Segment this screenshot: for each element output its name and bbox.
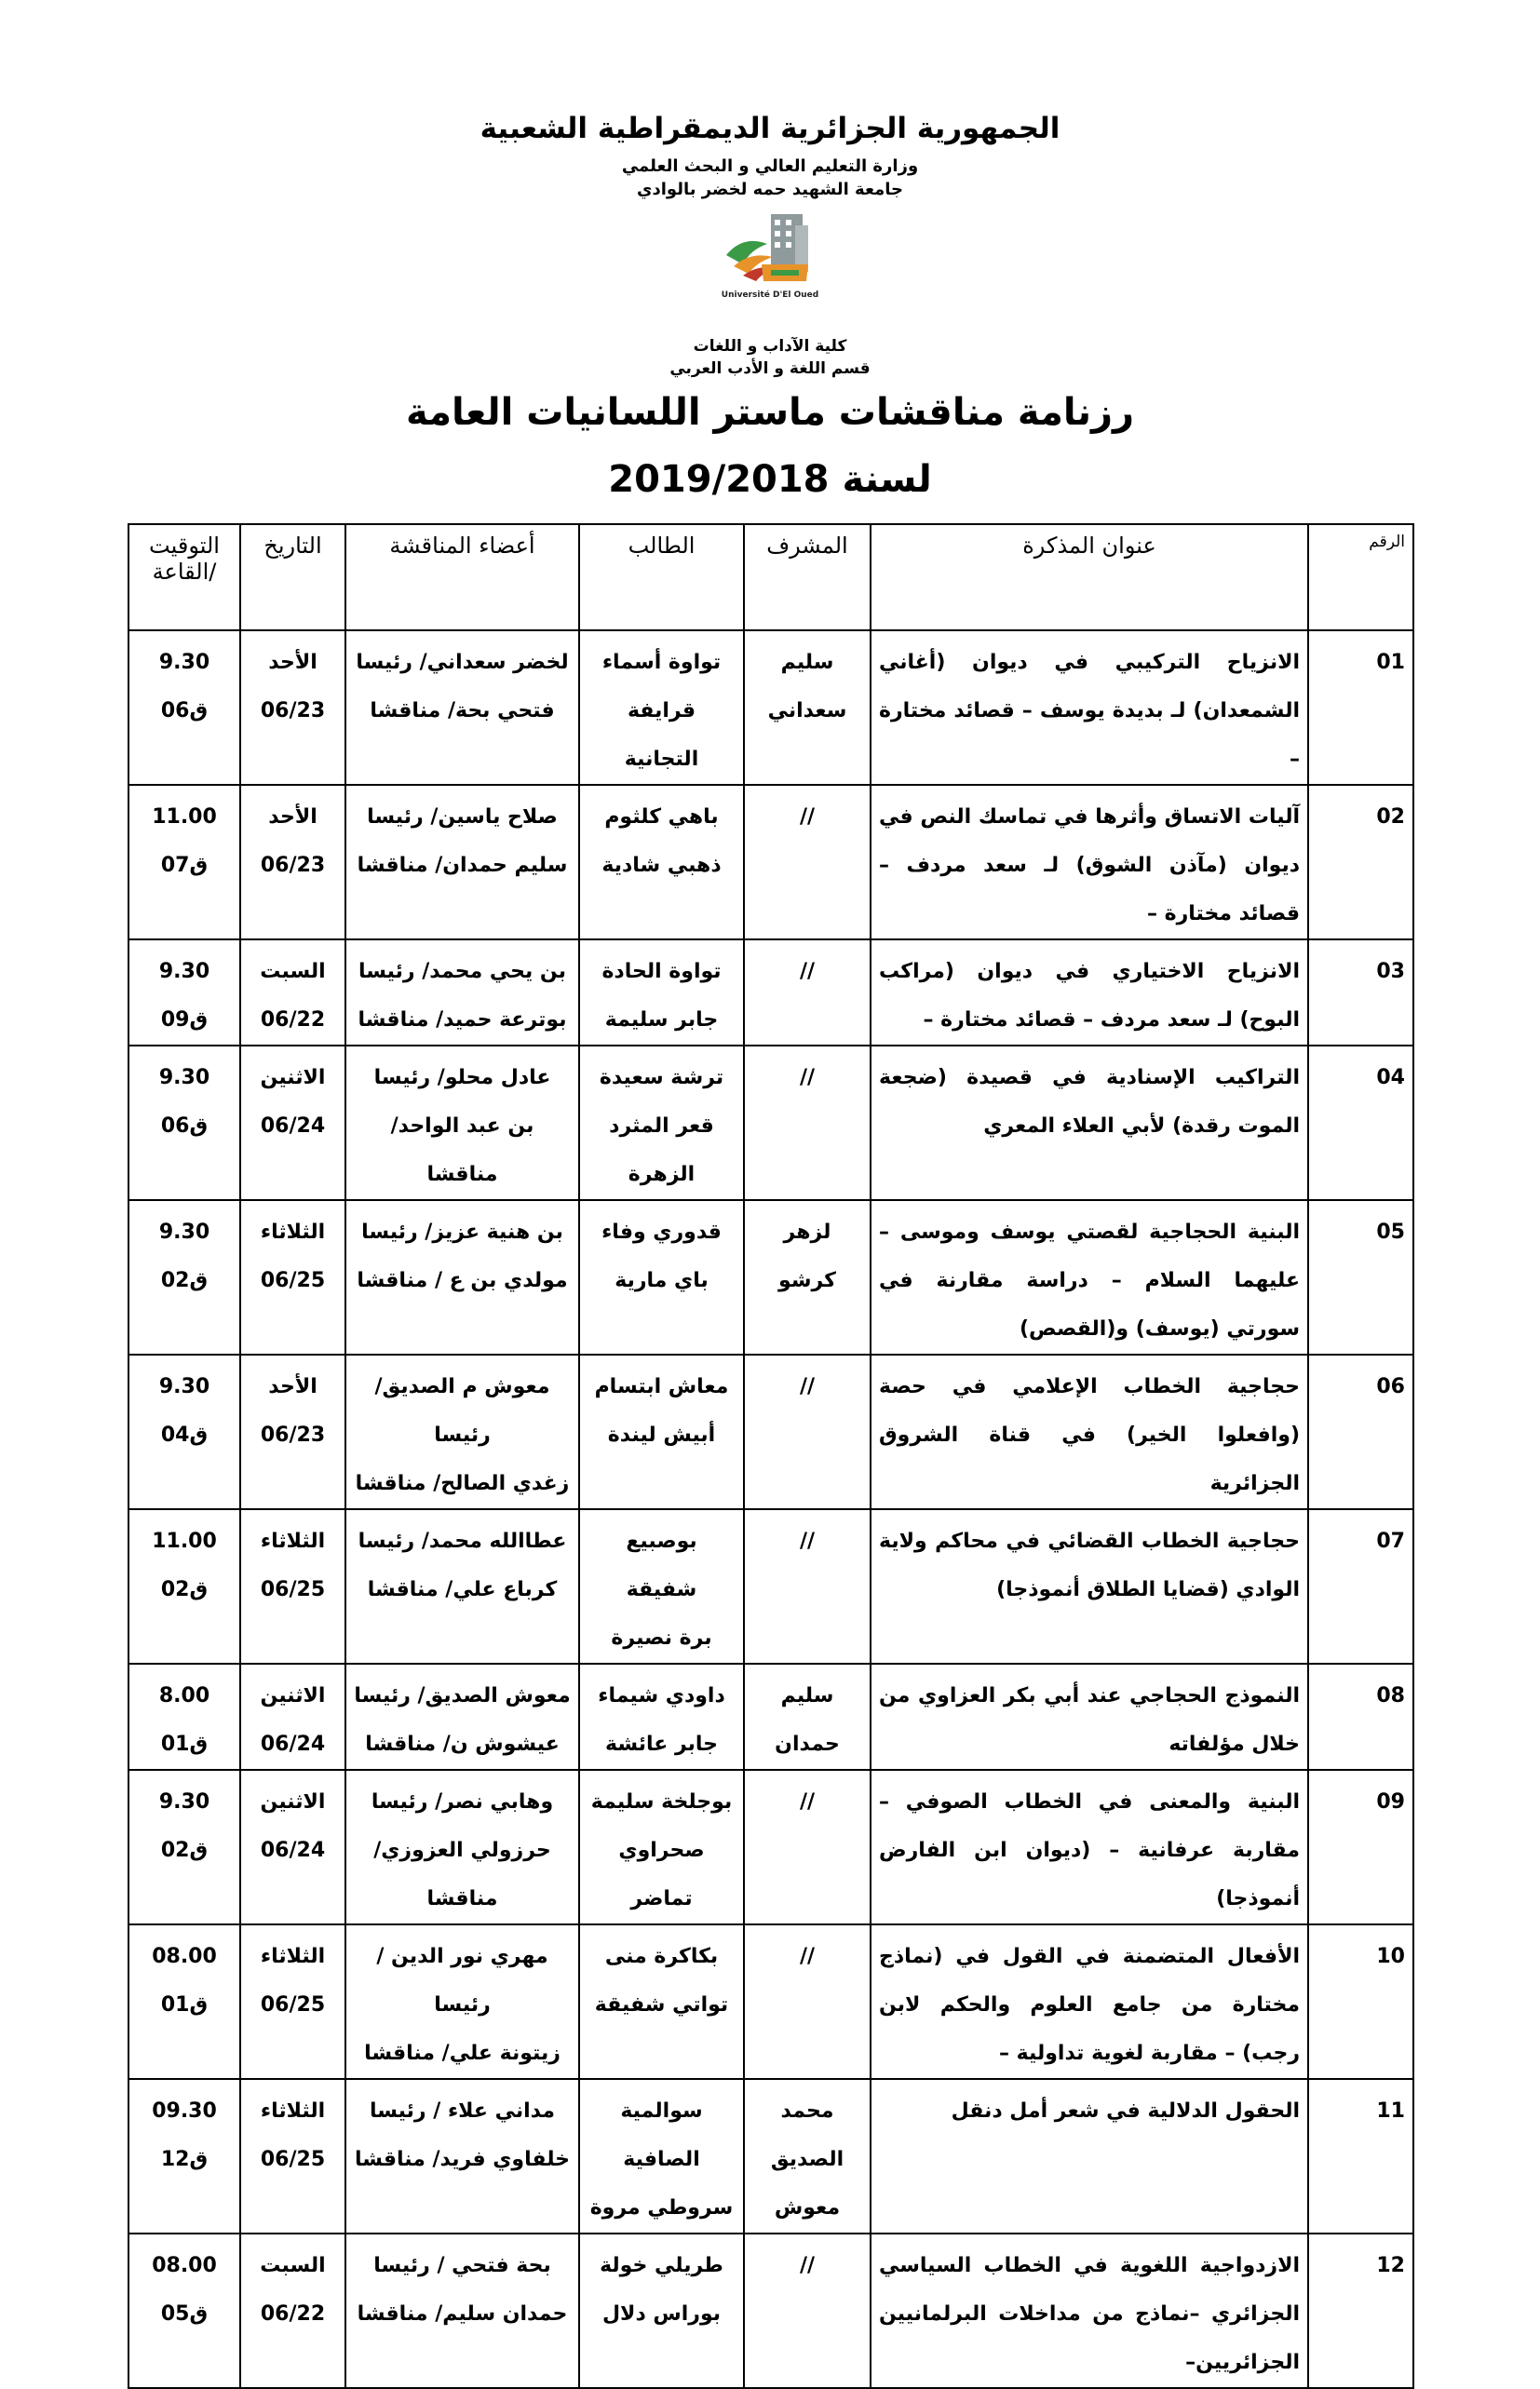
row-thesis-title (871, 1046, 1308, 1200)
row-day: الاثنين (260, 1066, 326, 1089)
row-supervisor-1: // (799, 1945, 816, 1968)
table-row (128, 1200, 1413, 1355)
row-number (1308, 785, 1413, 939)
row-time-room (128, 1664, 240, 1770)
row-date: 06/25 (260, 1578, 326, 1601)
row-thesis-title (871, 630, 1308, 785)
row-student-1: بوجلخة سليمة (590, 1790, 733, 1814)
row-room: ق02 (160, 1578, 209, 1601)
ministry-name: وزارة التعليم العالي و البحث العلمي (621, 156, 919, 176)
row-date: 06/23 (260, 1424, 326, 1447)
header-number: الرقم (1308, 524, 1413, 630)
table-row (128, 1770, 1413, 1924)
row-room: ق06 (160, 1114, 209, 1138)
row-date: 06/22 (260, 1008, 326, 1032)
header-date: التاريخ (240, 524, 345, 630)
row-day: الأحد (268, 805, 317, 829)
table-row (128, 939, 1413, 1046)
row-student (579, 1770, 744, 1924)
row-date (240, 1355, 345, 1509)
row-number (1308, 1200, 1413, 1355)
row-number: 05 (1376, 1221, 1405, 1244)
row-student-1: تواوة أسماء (601, 651, 722, 674)
row-student-1: طريلي خولة (600, 2254, 723, 2277)
row-committee-1: مهري نور الدين / رئيسا (376, 1945, 548, 2017)
row-room: ق12 (160, 2148, 209, 2171)
row-supervisor (744, 1664, 871, 1770)
row-supervisor-1: // (799, 1375, 816, 1398)
row-committee (345, 2234, 579, 2388)
row-committee-1: مداني علاء / رئيسا (370, 2099, 555, 2123)
row-committee (345, 785, 579, 939)
row-committee (345, 630, 579, 785)
academic-year: لسنة 2019/2018 (608, 458, 932, 501)
row-student-1: باهي كلثوم (604, 805, 719, 829)
row-supervisor (744, 2234, 871, 2388)
row-number: 12 (1376, 2254, 1405, 2277)
row-number: 10 (1376, 1945, 1405, 1968)
row-day: الثلاثاء (260, 1530, 326, 1553)
row-student-2: جابر عائشة (605, 1733, 718, 1756)
header-thesis-title: عنوان المذكرة (871, 524, 1308, 630)
table-row (128, 1664, 1413, 1770)
row-committee-1: بحة فتحي / رئيسا (373, 2254, 551, 2277)
university-name: جامعة الشهيد حمه لخضر بالوادي (637, 180, 903, 199)
row-day: الثلاثاء (260, 2099, 326, 2123)
row-time: 11.00 (152, 805, 217, 829)
row-committee-1: معوش م الصديق/ رئيسا (374, 1375, 550, 1447)
row-thesis-title (871, 1664, 1308, 1770)
row-date: 06/24 (260, 1733, 326, 1756)
row-date (240, 2234, 345, 2388)
row-day: الاثنين (260, 1790, 326, 1814)
row-time-room (128, 1355, 240, 1509)
row-student-2: تواتي شفيقة (594, 1993, 729, 2017)
row-date: 06/23 (260, 699, 326, 722)
row-title: حجاجية الخطاب القضائي في محاكم ولاية الوادي (قضايا الطلاق أنموذجا) (879, 1530, 1300, 1601)
row-committee (345, 1664, 579, 1770)
row-supervisor (744, 630, 871, 785)
row-number (1308, 2079, 1413, 2234)
row-date: 06/25 (260, 1269, 326, 1292)
row-supervisor-1: // (799, 960, 816, 983)
row-thesis-title (871, 1200, 1308, 1355)
row-committee-2: سليم حمدان/ مناقشا (357, 854, 568, 877)
row-room: ق06 (160, 699, 209, 722)
table-row (128, 2234, 1413, 2388)
row-committee-2: بن عبد الواحد/ مناقشا (390, 1114, 534, 1186)
row-supervisor (744, 1355, 871, 1509)
row-date (240, 630, 345, 785)
row-committee (345, 1200, 579, 1355)
row-thesis-title (871, 1770, 1308, 1924)
row-time-room (128, 2234, 240, 2388)
row-student (579, 2234, 744, 2388)
row-title: التراكيب الإسنادية في قصيدة (ضجعة الموت رقدة) لأبي العلاء المعري (879, 1066, 1300, 1138)
row-committee-2: عيشوش ن/ مناقشا (365, 1733, 560, 1756)
row-date: 06/23 (260, 854, 326, 877)
row-committee (345, 1770, 579, 1924)
row-committee (345, 939, 579, 1046)
row-thesis-title (871, 939, 1308, 1046)
row-supervisor-1: سليم حمدان (775, 1684, 840, 1756)
row-time: 11.00 (152, 1530, 217, 1553)
row-date: 06/25 (260, 1993, 326, 2017)
row-number: 08 (1376, 1684, 1405, 1707)
row-date (240, 1924, 345, 2079)
row-committee-2: مولدي بن ع / مناقشا (357, 1269, 568, 1292)
row-student-2: قعر المثرد الزهرة (609, 1114, 714, 1186)
row-room: ق04 (160, 1424, 209, 1447)
row-time-room (128, 1200, 240, 1355)
row-title: حجاجية الخطاب الإعلامي في حصة (وافعلوا الخير) في قناة الشروق الجزائرية (879, 1375, 1300, 1495)
row-room: ق07 (160, 854, 209, 877)
row-date (240, 1664, 345, 1770)
row-number: 04 (1376, 1066, 1405, 1089)
row-number (1308, 1770, 1413, 1924)
table-row (128, 2079, 1413, 2234)
row-supervisor-2: سعداني (767, 699, 847, 722)
row-supervisor (744, 1770, 871, 1924)
row-thesis-title (871, 1509, 1308, 1664)
row-committee-1: معوش الصديق/ رئيسا (354, 1684, 571, 1707)
row-number: 02 (1376, 805, 1405, 829)
row-time: 9.30 (158, 1221, 210, 1244)
row-supervisor-1: // (799, 1790, 816, 1814)
row-supervisor (744, 1509, 871, 1664)
row-day: الثلاثاء (260, 1221, 326, 1244)
row-thesis-title (871, 785, 1308, 939)
row-date (240, 785, 345, 939)
row-student-1: معاش ابتسام (594, 1375, 729, 1398)
row-supervisor-1: // (799, 1530, 816, 1553)
row-number: 01 (1376, 651, 1405, 674)
row-supervisor-1: لزهر كرشو (778, 1221, 836, 1292)
logo-emblem-icon (706, 207, 834, 290)
table-row (128, 1924, 1413, 2079)
header-committee: أعضاء المناقشة (345, 524, 579, 630)
row-committee-2: كرباع علي/ مناقشا (367, 1578, 558, 1601)
row-time-room (128, 630, 240, 785)
row-number: 06 (1376, 1375, 1405, 1398)
table-row (128, 1509, 1413, 1664)
row-committee-1: عادل محلو/ رئيسا (373, 1066, 551, 1089)
row-student-2: برة نصيرة (611, 1626, 712, 1650)
row-title: الانزياح الاختياري في ديوان (مراكب البوح) لـ سعد مردف – قصائد مختارة – (879, 960, 1300, 1032)
row-supervisor-1: // (799, 805, 816, 829)
row-student-2: جابر سليمة (604, 1008, 719, 1032)
row-time: 8.00 (158, 1684, 210, 1707)
row-committee-1: بن يحي محمد/ رئيسا (358, 960, 566, 983)
header-room: /القاعة (152, 559, 217, 585)
row-day: الثلاثاء (260, 1945, 326, 1968)
row-time-room (128, 1924, 240, 2079)
row-number: 11 (1376, 2099, 1405, 2123)
row-time-room (128, 2079, 240, 2234)
logo-caption: Université D'El Oued (721, 290, 819, 300)
faculty-name: كلية الآداب و اللغات (693, 337, 847, 356)
row-room: ق01 (160, 1733, 209, 1756)
row-time: 08.00 (152, 1945, 217, 1968)
row-committee-2: حمدان سليم/ مناقشا (357, 2302, 568, 2326)
row-thesis-title (871, 2234, 1308, 2388)
row-date (240, 1200, 345, 1355)
row-time: 9.30 (158, 651, 210, 674)
table-row (128, 1355, 1413, 1509)
row-room: ق02 (160, 1839, 209, 1862)
row-date (240, 1770, 345, 1924)
row-student (579, 939, 744, 1046)
row-student-1: تواوة الحادة (601, 960, 722, 983)
header-time-room (128, 524, 240, 630)
row-number: 09 (1376, 1790, 1405, 1814)
row-committee-2: زيتونة علي/ مناقشا (364, 2042, 561, 2065)
row-supervisor-1: // (799, 1066, 816, 1089)
row-number (1308, 1924, 1413, 2079)
row-committee (345, 1509, 579, 1664)
row-student-2: أبيش ليندة (607, 1424, 716, 1447)
row-title: الازدواجية اللغوية في الخطاب السياسي الجزائري –نماذج من مداخلات البرلمانيين الجزائريين– (879, 2254, 1300, 2374)
row-number (1308, 630, 1413, 785)
row-time-room (128, 785, 240, 939)
row-committee-1: صلاح ياسين/ رئيسا (367, 805, 558, 829)
row-thesis-title (871, 2079, 1308, 2234)
table-header-row (128, 524, 1413, 630)
document-title: رزنامة مناقشات ماستر اللسانيات العامة (405, 391, 1135, 434)
row-student-1: بوصبيع شفيقة (626, 1530, 697, 1601)
row-title: آليات الاتساق وأثرها في تماسك النص في ديوان (مآذن الشوق) لـ سعد مردف – قصائد مختارة – (879, 805, 1300, 925)
row-day: السبت (260, 960, 326, 983)
row-supervisor (744, 1046, 871, 1200)
row-student (579, 1509, 744, 1664)
row-date: 06/22 (260, 2302, 326, 2326)
row-student (579, 1355, 744, 1509)
row-day: الأحد (268, 651, 317, 674)
row-committee (345, 1924, 579, 2079)
row-room: ق05 (160, 2302, 209, 2326)
row-supervisor (744, 1200, 871, 1355)
row-supervisor (744, 1924, 871, 2079)
row-student (579, 1200, 744, 1355)
university-logo (706, 207, 834, 300)
row-date (240, 2079, 345, 2234)
row-supervisor-1: سليم (780, 651, 834, 674)
row-student (579, 1046, 744, 1200)
row-time-room (128, 1770, 240, 1924)
row-student (579, 1924, 744, 2079)
row-student-1: بكاكرة منى (604, 1945, 719, 1968)
row-room: ق01 (160, 1993, 209, 2017)
row-thesis-title (871, 1924, 1308, 2079)
row-time-room (128, 1046, 240, 1200)
row-supervisor (744, 939, 871, 1046)
row-time: 09.30 (152, 2099, 217, 2123)
row-title: الأفعال المتضمنة في القول في (نماذج مختارة من جامع العلوم والحكم لابن رجب) – مقاربة لغوية تداولية – (879, 1945, 1300, 2065)
row-supervisor-2: الصديق (770, 2148, 844, 2171)
row-committee-2: فتحي بحة/ مناقشا (370, 699, 555, 722)
table-row (128, 630, 1413, 785)
row-committee (345, 2079, 579, 2234)
row-student-2: بوراس دلال (601, 2302, 722, 2326)
row-date: 06/24 (260, 1114, 326, 1138)
row-number (1308, 1355, 1413, 1509)
row-number (1308, 939, 1413, 1046)
row-committee (345, 1355, 579, 1509)
row-supervisor (744, 785, 871, 939)
row-time: 9.30 (158, 1790, 210, 1814)
row-time: 9.30 (158, 960, 210, 983)
table-row (128, 1046, 1413, 1200)
department-name: قسم اللغة و الأدب العربي (669, 359, 871, 378)
row-room: ق02 (160, 1269, 209, 1292)
row-date: 06/25 (260, 2148, 326, 2171)
row-committee-1: وهابي نصر/ رئيسا (371, 1790, 554, 1814)
header-student: الطالب (579, 524, 744, 630)
row-committee-2: زغدي الصالح/ مناقشا (355, 1472, 570, 1495)
header-supervisor: المشرف (744, 524, 871, 630)
row-student (579, 2079, 744, 2234)
row-student (579, 1664, 744, 1770)
row-student-2: ذهبي شادية (601, 854, 722, 877)
row-time-room (128, 1509, 240, 1664)
row-student (579, 630, 744, 785)
row-date (240, 1509, 345, 1664)
row-student-2: سروطي مروة (589, 2196, 734, 2220)
row-number: 07 (1376, 1530, 1405, 1553)
row-supervisor-1: محمد (780, 2099, 834, 2123)
row-student-2: قرايفة التجانية (624, 699, 699, 771)
row-student-1: سوالمية الصافية (620, 2099, 703, 2171)
row-student-2: صحراوي تماضر (618, 1839, 705, 1910)
row-time: 9.30 (158, 1375, 210, 1398)
row-committee-1: بن هنية عزيز/ رئيسا (361, 1221, 563, 1244)
row-student-1: قدوري وفاء (601, 1221, 722, 1244)
row-date (240, 939, 345, 1046)
row-title: البنية والمعنى في الخطاب الصوفي – مقاربة عرفانية – (ديوان ابن الفارض أنموذجا) (879, 1790, 1300, 1910)
row-thesis-title (871, 1355, 1308, 1509)
row-committee-2: خلفاوي فريد/ مناقشا (354, 2148, 571, 2171)
table-row (128, 785, 1413, 939)
row-time: 08.00 (152, 2254, 217, 2277)
row-number: 03 (1376, 960, 1405, 983)
row-title: البنية الحجاجية لقصتي يوسف وموسى – عليهما السلام – دراسة مقارنة في سورتي (يوسف) و(القصص) (879, 1221, 1300, 1341)
row-student-1: داودي شيماء (598, 1684, 725, 1707)
row-number (1308, 1509, 1413, 1664)
row-number (1308, 2234, 1413, 2388)
row-supervisor (744, 2079, 871, 2234)
header-time: التوقيت (149, 533, 220, 559)
row-title: الانزياح التركيبي في ديوان (أغاني الشمعدان) لـ بديدة يوسف – قصائد مختارة – (879, 651, 1300, 771)
row-committee-2: بوترعة حميد/ مناقشا (358, 1008, 567, 1032)
row-committee-2: حرزولي العزوزي/ مناقشا (373, 1839, 551, 1910)
row-committee-1: عطاالله محمد/ رئيسا (358, 1530, 567, 1553)
row-day: السبت (260, 2254, 326, 2277)
defense-schedule-table (128, 523, 1414, 2389)
row-student-2: باي مارية (615, 1269, 709, 1292)
row-title: الحقول الدلالية في شعر أمل دنقل (951, 2099, 1300, 2123)
row-student-1: ترشة سعيدة (599, 1066, 724, 1089)
row-committee (345, 1046, 579, 1200)
row-day: الأحد (268, 1375, 317, 1398)
row-date: 06/24 (260, 1839, 326, 1862)
row-number (1308, 1664, 1413, 1770)
row-committee-1: لخضر سعداني/ رئيسا (356, 651, 569, 674)
row-student (579, 785, 744, 939)
row-supervisor-3: معوش (774, 2196, 841, 2220)
row-title: النموذج الحجاجي عند أبي بكر العزاوي من خلال مؤلفاته (879, 1684, 1300, 1756)
table-body (128, 630, 1413, 2388)
row-room: ق09 (160, 1008, 209, 1032)
row-time-room (128, 939, 240, 1046)
row-day: الاثنين (260, 1684, 326, 1707)
republic-name: الجمهورية الجزائرية الديمقراطية الشعبية (480, 112, 1060, 145)
row-number (1308, 1046, 1413, 1200)
row-date (240, 1046, 345, 1200)
row-supervisor-1: // (799, 2254, 816, 2277)
row-time: 9.30 (158, 1066, 210, 1089)
